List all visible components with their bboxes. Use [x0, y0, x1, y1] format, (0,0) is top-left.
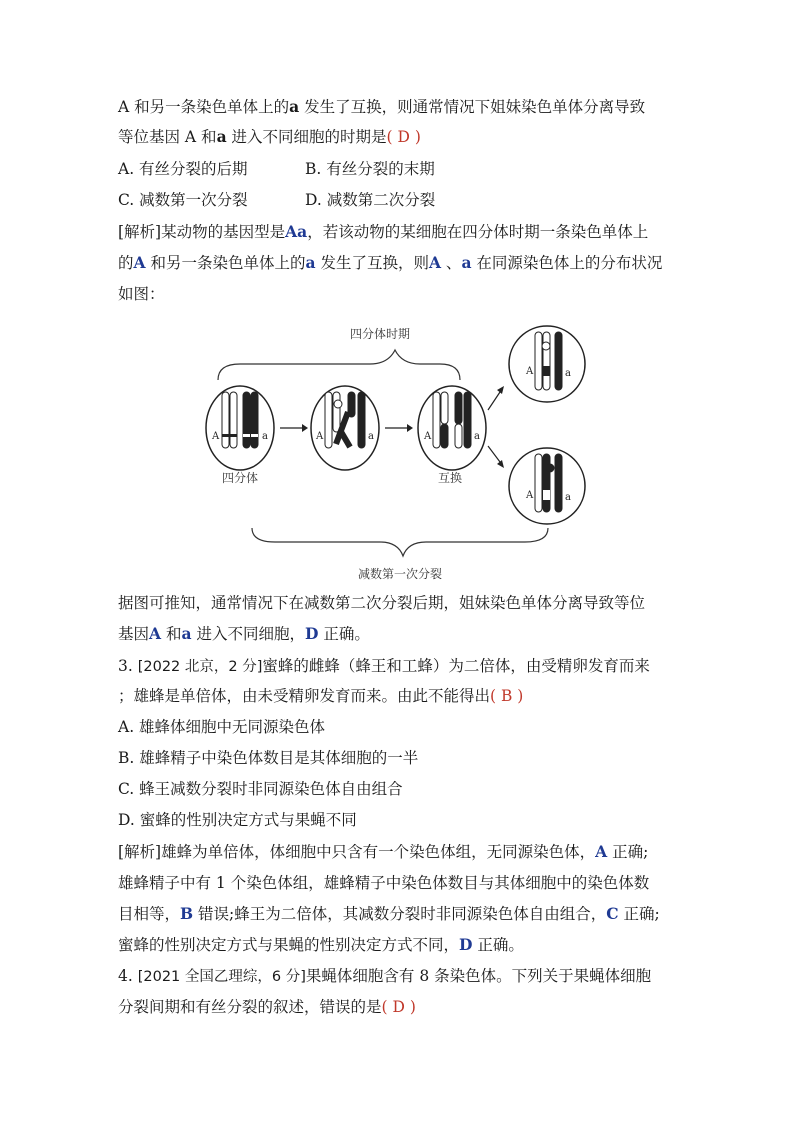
question-3-line — [118, 686, 523, 706]
option-b: B. 有丝分裂的末期 — [305, 160, 435, 178]
text-run: 目相等， — [118, 905, 181, 923]
option-c: C. 蜂王减数分裂时非同源染色体自由组合 — [118, 780, 403, 798]
text-run: 正确。 — [472, 936, 524, 954]
text-run: 4. — [118, 967, 138, 985]
text-run: C — [606, 904, 619, 923]
text-run: 果蝇体细胞含有 8 条染色体。下列关于果蝇体细胞 — [305, 967, 652, 985]
text-run: D — [459, 935, 473, 954]
gene-label-a: a — [262, 431, 268, 442]
text-run: 基因 — [118, 625, 150, 643]
text-run: [解析]某动物的基因型是 — [118, 223, 286, 241]
answer: ( D ) — [381, 998, 416, 1016]
text-run: a — [305, 253, 316, 272]
cell-tetrad — [206, 386, 274, 470]
daughter-cell-2 — [509, 448, 585, 524]
option-d: D. 减数第二次分裂 — [305, 191, 436, 209]
label-exchange: 互换 — [438, 471, 463, 485]
gene-label-A: A — [526, 366, 534, 377]
option-a: A. 雄蜂体细胞中无同源染色体 — [118, 718, 326, 736]
text-run: 和另一条染色单体上的 — [145, 254, 306, 272]
answer: ( D ) — [386, 128, 421, 146]
text-run: A — [428, 253, 441, 272]
explanation-line — [118, 904, 660, 924]
gene-label-A: A — [212, 431, 220, 442]
explanation-line — [118, 624, 370, 644]
text-run: Aa — [285, 222, 308, 241]
text-run: ；雄蜂是单倍体，由未受精卵发育而来。由此不能得出 — [118, 687, 491, 705]
text-run: 蜜蜂的性别决定方式与果蝇的性别决定方式不同， — [118, 936, 460, 954]
question-4-line — [118, 966, 651, 987]
explanation-line: 雄蜂精子中有 1 个染色体组，雄蜂精子中染色体数目与其体细胞中的染色体数 — [118, 874, 650, 892]
gene-a: a — [216, 127, 227, 146]
text-run: 3. — [118, 657, 138, 675]
question-source: [2021 全国乙理综，6 分] — [137, 969, 306, 985]
gene-label-A: A — [526, 490, 534, 501]
options-row — [118, 159, 248, 179]
question-source: [2022 北京，2 分] — [137, 659, 263, 675]
question-3-line — [118, 656, 650, 677]
text-run: 错误;蜂王为二倍体，其减数分裂时非同源染色体自由组合， — [193, 905, 607, 923]
text-run: 的 — [118, 254, 134, 272]
question-text-line — [118, 127, 421, 147]
explanation-line — [118, 253, 662, 273]
option-c: C. 减数第一次分裂 — [118, 191, 248, 209]
text-run: a — [461, 253, 472, 272]
question-text-line — [118, 97, 645, 117]
text-run: 等位基因 A 和 — [118, 128, 217, 146]
text-run: a — [181, 624, 192, 643]
explanation-line — [118, 935, 524, 955]
text-run: 在同源染色体上的分布状况 — [471, 254, 663, 272]
daughter-cell-1 — [509, 326, 585, 402]
text-run: A 和另一条染色单体上的 — [118, 98, 290, 116]
text-run: 蜜蜂的雌蜂（蜂王和工蜂）为二倍体，由受精卵发育而来 — [262, 657, 650, 675]
cell-exchanged — [418, 386, 486, 470]
gene-label-a: a — [565, 368, 571, 379]
text-run: 进入不同细胞， — [191, 625, 305, 643]
options-row — [118, 190, 248, 210]
text-run: ，若该动物的某细胞在四分体时期一条染色单体上 — [307, 223, 649, 241]
text-run: B — [180, 904, 194, 923]
explanation-line — [118, 222, 648, 242]
text-run: A — [595, 842, 608, 861]
gene-a: a — [289, 97, 300, 116]
text-run: 发生了互换，则 — [315, 254, 429, 272]
question-4-line — [118, 997, 416, 1017]
text-run: 发生了互换，则通常情况下姐妹染色单体分离导致 — [299, 98, 646, 116]
explanation-line: 如图： — [118, 285, 165, 303]
label-meiosis1: 减数第一次分裂 — [358, 567, 443, 581]
gene-label-a: a — [368, 431, 374, 442]
text-run: 进入不同细胞的时期是 — [226, 128, 387, 146]
explanation-line — [118, 842, 648, 862]
option-b: B. 雄蜂精子中染色体数目是其体细胞的一半 — [118, 749, 419, 767]
text-run: [解析]雄蜂为单倍体，体细胞中只含有一个染色体组，无同源染色体， — [118, 843, 596, 861]
text-run: 、 — [441, 254, 462, 272]
explanation-line: 据图可推知，通常情况下在减数第二次分裂后期，姐妹染色单体分离导致等位 — [118, 594, 646, 612]
text-run: 正确。 — [318, 625, 370, 643]
top-brace — [218, 350, 460, 380]
text-run: D — [304, 624, 319, 643]
label-tetrad: 四分体 — [222, 471, 259, 485]
text-run: 和 — [161, 625, 182, 643]
label-tetrad-period: 四分体时期 — [350, 327, 411, 341]
crossing-over-diagram — [200, 322, 620, 587]
option-d: D. 蜜蜂的性别决定方式与果蝇不同 — [118, 811, 357, 829]
gene-label-a: a — [565, 492, 571, 503]
option-a: A. 有丝分裂的后期 — [118, 160, 248, 178]
gene-label-A: A — [316, 431, 324, 442]
text-run: A — [149, 624, 162, 643]
text-run: A — [133, 253, 146, 272]
gene-label-a: a — [474, 431, 480, 442]
text-run: 正确; — [607, 843, 649, 861]
cell-crossing — [311, 386, 379, 470]
text-run: 分裂间期和有丝分裂的叙述，错误的是 — [118, 998, 382, 1016]
bottom-brace — [252, 528, 548, 556]
text-run: 正确; — [618, 905, 660, 923]
answer: ( B ) — [490, 687, 524, 705]
gene-label-A: A — [424, 431, 432, 442]
